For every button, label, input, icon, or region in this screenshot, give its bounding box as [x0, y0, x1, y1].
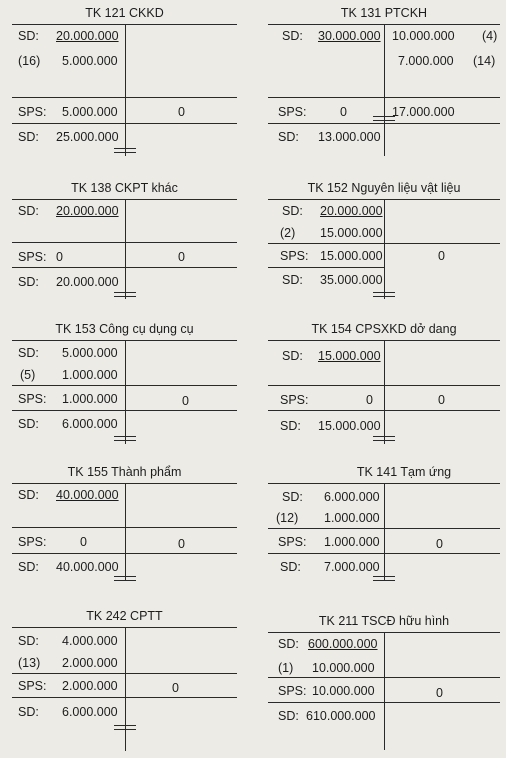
closing-line: [268, 702, 500, 703]
entry-ref: (12): [276, 511, 299, 525]
sps-credit: 0: [178, 105, 185, 119]
t-account-242: [12, 609, 237, 754]
account-title: TK 141 Tạm ứng: [356, 465, 452, 479]
closing-line: [268, 123, 500, 124]
closing-line: [12, 410, 237, 411]
opening-label: SD:: [18, 346, 39, 360]
opening-label: SD:: [18, 204, 39, 218]
sps-line: [268, 677, 500, 678]
closing-line: [12, 697, 237, 698]
t-center-line: [384, 340, 385, 444]
sps-line: [12, 242, 237, 243]
sps-label: SPS:: [278, 535, 307, 549]
opening-debit: 5.000.000: [62, 346, 118, 360]
sps-debit: 15.000.000: [320, 249, 383, 263]
t-center-line: [125, 199, 126, 299]
sps-debit: 0: [366, 393, 373, 407]
t-account-121: [12, 6, 237, 161]
account-title: TK 121 CKKD: [85, 6, 164, 20]
sps-credit: 0: [178, 537, 185, 551]
entry-debit: 1.000.000: [62, 368, 118, 382]
opening-debit: 6.000.000: [324, 490, 380, 504]
opening-debit: 40.000.000: [56, 488, 119, 502]
sps-line: [268, 385, 500, 386]
closing-debit: 6.000.000: [62, 705, 118, 719]
t-center-line: [125, 627, 126, 751]
sps-debit: 0: [56, 250, 63, 264]
opening-debit: 600.000.000: [308, 637, 378, 651]
closing-debit: 20.000.000: [56, 275, 119, 289]
t-center-line: [125, 24, 126, 156]
t-account-211: [268, 614, 500, 754]
sps-credit: 0: [436, 686, 443, 700]
closing-label: SD:: [280, 419, 301, 433]
sps-credit: 0: [438, 249, 445, 263]
sps-label: SPS:: [18, 392, 47, 406]
sps-debit: 0: [80, 535, 87, 549]
t-center-line: [384, 632, 385, 750]
closing-label: SD:: [18, 560, 39, 574]
opening-credit-ref: (4): [482, 29, 498, 43]
t-account-153: [12, 322, 237, 447]
sps-label: SPS:: [280, 393, 309, 407]
closing-line: [268, 410, 500, 411]
closing-debit: 40.000.000: [56, 560, 119, 574]
account-title: TK 242 CPTT: [86, 609, 163, 623]
closing-line: [268, 553, 500, 554]
sps-line: [12, 527, 237, 528]
entry-debit: 1.000.000: [324, 511, 380, 525]
sps-debit: 2.000.000: [62, 679, 118, 693]
opening-debit: 20.000.000: [56, 204, 119, 218]
entry-ref: (16): [18, 54, 41, 68]
closing-label: SD:: [278, 130, 299, 144]
closing-debit: 6.000.000: [62, 417, 118, 431]
account-title: TK 153 Công cụ dụng cụ: [55, 322, 194, 336]
closing-debit: 15.000.000: [318, 419, 381, 433]
t-center-line: [384, 199, 385, 299]
closing-label: SD:: [282, 273, 303, 287]
entry-ref: (2): [280, 226, 296, 240]
double-rule: [373, 116, 395, 121]
sps-credit: 0: [172, 681, 179, 695]
closing-debit: 7.000.000: [324, 560, 380, 574]
sps-label: SPS:: [18, 535, 47, 549]
opening-debit: 4.000.000: [62, 634, 118, 648]
sps-label: SPS:: [18, 679, 47, 693]
sps-credit: 0: [438, 393, 445, 407]
sps-credit: 0: [182, 394, 189, 408]
t-center-line: [125, 483, 126, 581]
closing-label: SD:: [18, 705, 39, 719]
closing-debit: 610.000.000: [306, 709, 376, 723]
account-title: TK 131 PTCKH: [340, 6, 428, 20]
opening-label: SD:: [18, 488, 39, 502]
double-rule: [114, 436, 136, 441]
closing-label: SD:: [280, 560, 301, 574]
closing-debit: 35.000.000: [320, 273, 383, 287]
account-title: TK 154 CPSXKD dở dang: [311, 322, 457, 336]
entry-ref: (5): [20, 368, 36, 382]
sps-debit: 5.000.000: [62, 105, 118, 119]
t-account-154: [268, 322, 500, 447]
closing-debit: 25.000.000: [56, 130, 119, 144]
closing-label: SD:: [18, 130, 39, 144]
opening-credit: 10.000.000: [392, 29, 455, 43]
t-account-138: [12, 181, 237, 301]
closing-line: [268, 267, 384, 268]
closing-line: [12, 553, 237, 554]
entry-debit: 5.000.000: [62, 54, 118, 68]
t-center-line: [384, 483, 385, 581]
t-account-131: [268, 6, 500, 161]
double-rule: [114, 576, 136, 581]
opening-label: SD:: [282, 490, 303, 504]
t-account-141: [268, 465, 500, 585]
t-center-line: [384, 24, 385, 156]
entry-credit-ref: (14): [473, 54, 496, 68]
account-title: TK 138 CKPT khác: [71, 181, 178, 195]
entry-credit: 7.000.000: [398, 54, 454, 68]
sps-label: SPS:: [18, 250, 47, 264]
sps-line: [268, 243, 500, 244]
entry-ref: (13): [18, 656, 41, 670]
entry-debit: 10.000.000: [312, 661, 375, 675]
opening-label: SD:: [282, 29, 303, 43]
sps-credit: 0: [178, 250, 185, 264]
entry-debit: 2.000.000: [62, 656, 118, 670]
double-rule: [373, 292, 395, 297]
sps-credit: 17.000.000: [392, 105, 455, 119]
sps-debit: 1.000.000: [324, 535, 380, 549]
sps-line: [12, 97, 237, 98]
closing-line: [12, 123, 237, 124]
opening-label: SD:: [278, 637, 299, 651]
sps-line: [12, 385, 237, 386]
closing-label: SD:: [18, 275, 39, 289]
entry-debit: 15.000.000: [320, 226, 383, 240]
t-account-155: [12, 465, 237, 585]
account-title: TK 152 Nguyên liệu vật liệu: [307, 181, 461, 195]
double-rule: [373, 436, 395, 441]
sps-debit: 10.000.000: [312, 684, 375, 698]
opening-label: SD:: [282, 349, 303, 363]
opening-debit: 15.000.000: [318, 349, 381, 363]
sps-label: SPS:: [278, 105, 307, 119]
account-title: TK 211 TSCĐ hữu hình: [318, 614, 450, 628]
double-rule: [114, 292, 136, 297]
t-account-152: [268, 181, 500, 301]
sps-credit: 0: [436, 537, 443, 551]
t-center-line: [125, 340, 126, 444]
sps-debit: 0: [340, 105, 347, 119]
sps-line: [12, 673, 237, 674]
opening-debit: 30.000.000: [318, 29, 381, 43]
sps-debit: 1.000.000: [62, 392, 118, 406]
entry-ref: (1): [278, 661, 294, 675]
opening-label: SD:: [18, 634, 39, 648]
double-rule: [114, 725, 136, 730]
closing-label: SD:: [18, 417, 39, 431]
closing-label: SD:: [278, 709, 299, 723]
opening-label: SD:: [282, 204, 303, 218]
closing-debit: 13.000.000: [318, 130, 381, 144]
opening-debit: 20.000.000: [320, 204, 383, 218]
double-rule: [114, 148, 136, 153]
sps-line: [268, 528, 500, 529]
opening-label: SD:: [18, 29, 39, 43]
closing-line: [12, 267, 237, 268]
sps-label: SPS:: [18, 105, 47, 119]
sps-line: [268, 97, 500, 98]
opening-debit: 20.000.000: [56, 29, 119, 43]
double-rule: [373, 576, 395, 581]
sps-label: SPS:: [280, 249, 309, 263]
sps-label: SPS:: [278, 684, 307, 698]
account-title: TK 155 Thành phẩm: [67, 465, 182, 479]
